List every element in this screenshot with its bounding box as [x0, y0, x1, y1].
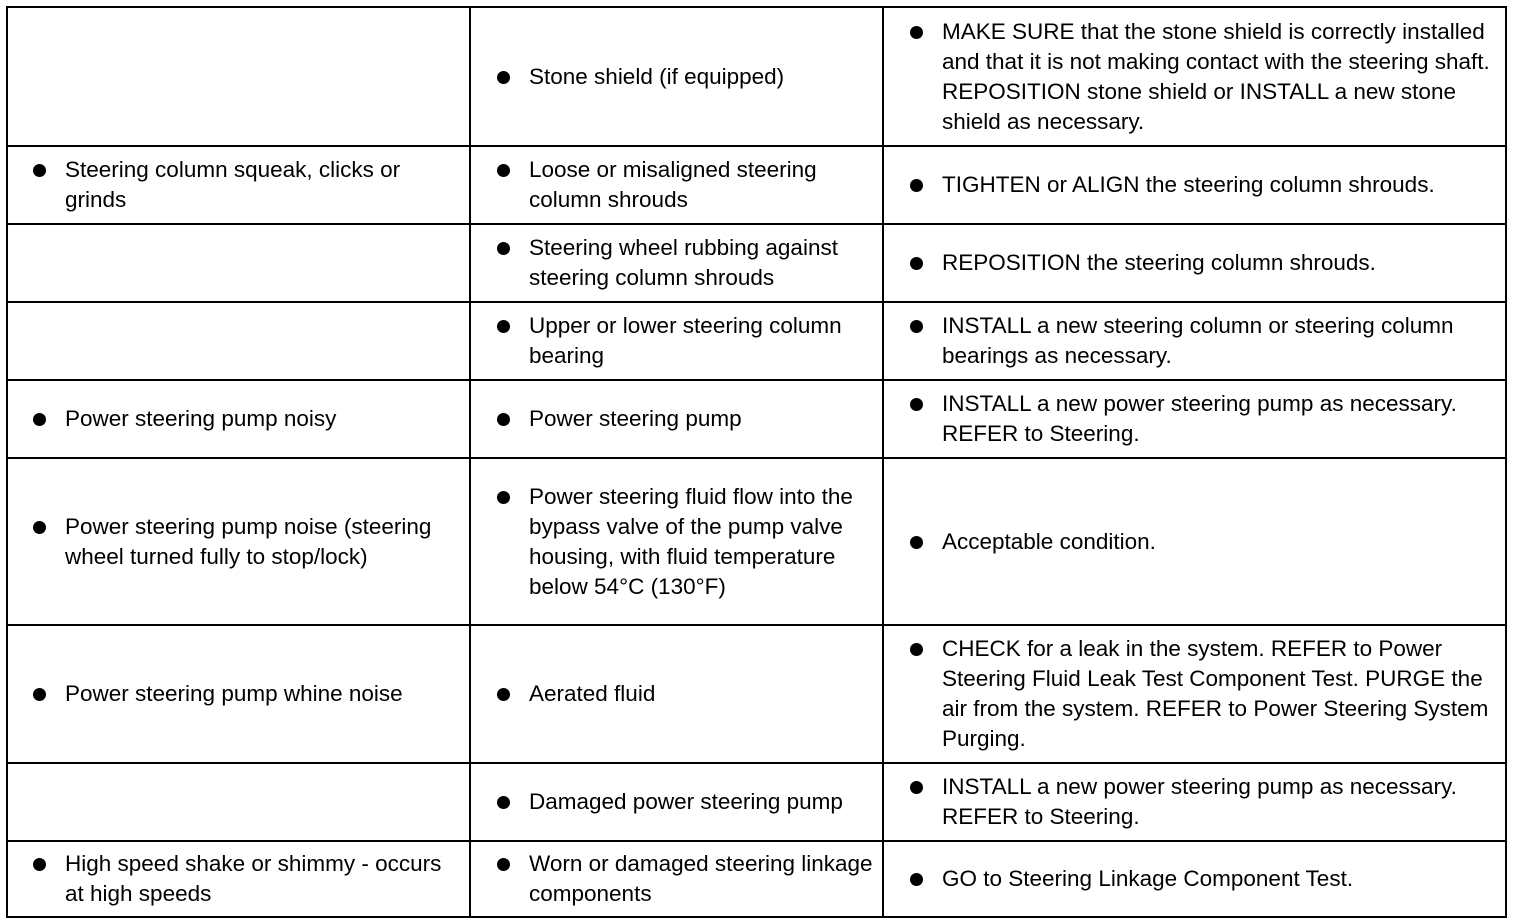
cause-cell [471, 626, 884, 762]
table-row [8, 8, 1505, 145]
bullet-icon [497, 858, 510, 871]
bullet-icon [497, 688, 510, 701]
action-text: Acceptable condition. [942, 528, 1156, 554]
action-text: INSTALL a new power steering pump as necessary. REFER to Steering. [942, 391, 1457, 446]
symptom-cell [8, 459, 471, 624]
cause-cell [471, 225, 884, 301]
bullet-icon [33, 521, 46, 534]
action-cell [884, 459, 1505, 624]
cause-cell [471, 8, 884, 145]
symptom-cell [8, 764, 471, 840]
bullet-icon [497, 320, 510, 333]
table-row [8, 379, 1505, 457]
action-cell [884, 225, 1505, 301]
symptom-cell [8, 147, 471, 223]
bullet-icon [910, 257, 923, 270]
action-text: INSTALL a new power steering pump as necessary. REFER to Steering. [942, 774, 1457, 829]
action-text: GO to Steering Linkage Component Test. [942, 866, 1354, 891]
action-text: REPOSITION the steering column shrouds. [942, 250, 1376, 275]
symptom-cell [8, 8, 471, 145]
symptom-text: High speed shake or shimmy - occurs at high speeds [65, 851, 442, 906]
cause-cell [471, 459, 884, 624]
action-text: TIGHTEN or ALIGN the steering column shrouds. [942, 172, 1435, 197]
symptom-text: Steering column squeak, clicks or grinds [65, 157, 401, 212]
symptom-text: Power steering pump noise (steering wheel turned fully to stop/lock) [65, 513, 432, 569]
bullet-icon [33, 858, 46, 871]
cause-cell [471, 303, 884, 379]
bullet-icon [910, 781, 923, 794]
table-row [8, 457, 1505, 624]
action-cell [884, 764, 1505, 840]
cause-cell [471, 842, 884, 916]
action-text: MAKE SURE that the stone shield is correctly installed and that it is not making contact with the steering shaft. REPOSITION stone shield or INSTALL a new stone shield as necessary. [942, 18, 1490, 134]
table-row [8, 840, 1505, 916]
cause-text: Damaged power steering pump [529, 789, 843, 814]
table-row [8, 624, 1505, 762]
cause-text: Worn or damaged steering linkage components [529, 851, 873, 906]
bullet-icon [497, 796, 510, 809]
cause-text: Aerated fluid [529, 681, 656, 706]
action-text: INSTALL a new steering column or steering column bearings as necessary. [942, 313, 1454, 368]
table-row [8, 223, 1505, 301]
bullet-icon [497, 491, 510, 504]
action-cell [884, 147, 1505, 223]
cause-text: Upper or lower steering column bearing [529, 313, 842, 368]
action-cell [884, 626, 1505, 762]
table-row [8, 762, 1505, 840]
cause-cell [471, 147, 884, 223]
bullet-icon [33, 164, 46, 177]
bullet-icon [910, 643, 923, 656]
cause-text: Power steering pump [529, 406, 742, 431]
symptom-cell [8, 225, 471, 301]
cause-text: Stone shield (if equipped) [529, 63, 785, 89]
bullet-icon [33, 413, 46, 426]
bullet-icon [910, 179, 923, 192]
action-cell [884, 381, 1505, 457]
symptom-text: Power steering pump whine noise [65, 681, 403, 706]
symptom-text: Power steering pump noisy [65, 406, 337, 431]
symptom-cell [8, 303, 471, 379]
bullet-icon [910, 320, 923, 333]
cause-text: Loose or misaligned steering column shrouds [529, 157, 817, 212]
bullet-icon [33, 688, 46, 701]
cause-cell [471, 381, 884, 457]
bullet-icon [910, 873, 923, 886]
table-row [8, 301, 1505, 379]
bullet-icon [910, 536, 923, 549]
cause-cell [471, 764, 884, 840]
bullet-icon [497, 164, 510, 177]
bullet-icon [497, 413, 510, 426]
diagnosis-table [6, 6, 1507, 918]
symptom-cell [8, 626, 471, 762]
table-row [8, 145, 1505, 223]
cause-text: Steering wheel rubbing against steering column shrouds [529, 235, 838, 290]
bullet-icon [497, 242, 510, 255]
bullet-icon [497, 71, 510, 84]
action-cell [884, 842, 1505, 916]
bullet-icon [910, 398, 923, 411]
action-cell [884, 303, 1505, 379]
cause-text: Power steering fluid flow into the bypass valve of the pump valve housing, with fluid temperature below 54°C (130°F) [529, 483, 853, 599]
action-text: CHECK for a leak in the system. REFER to Power Steering Fluid Leak Test Component Test. PURGE the air from the system. REFER to Power Steering System Purging. [942, 636, 1489, 751]
bullet-icon [910, 26, 923, 39]
action-cell [884, 8, 1505, 145]
symptom-cell [8, 381, 471, 457]
symptom-cell [8, 842, 471, 916]
